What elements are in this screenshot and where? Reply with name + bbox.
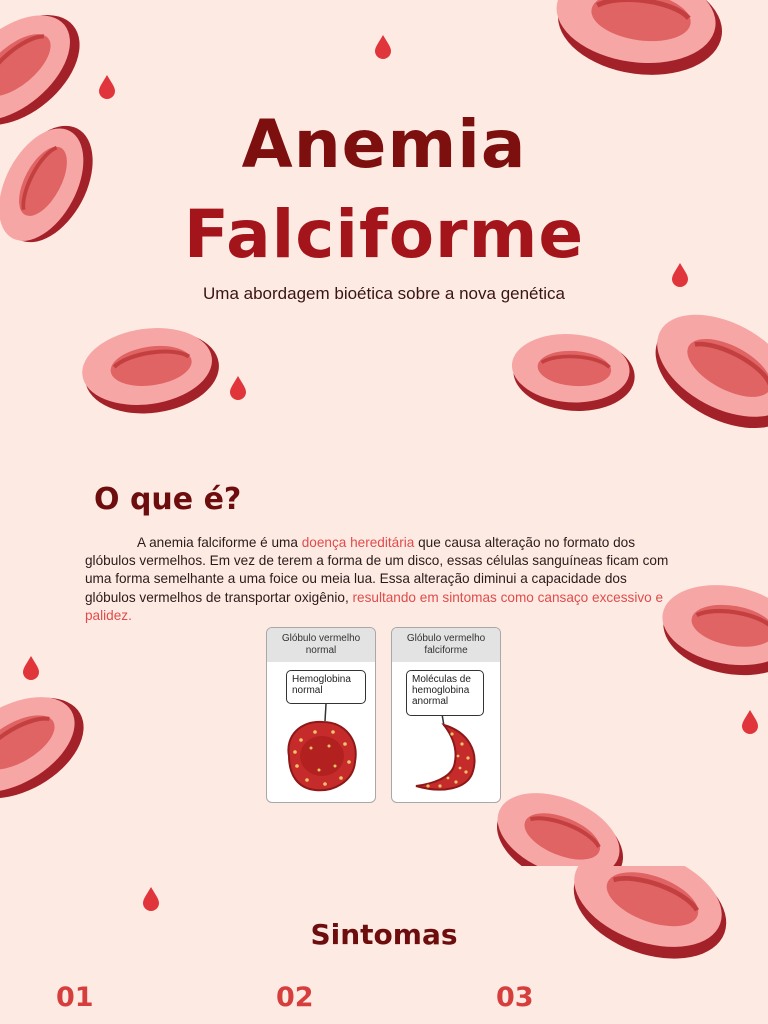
what-is-paragraph	[85, 534, 675, 625]
highlight-hereditary: doença hereditária	[301, 535, 415, 550]
blood-cell-icon	[482, 777, 637, 866]
blood-drop-icon	[23, 656, 39, 680]
symptom-number: 02	[276, 982, 314, 1013]
title-line2: Falciforme	[183, 196, 585, 273]
highlight-symptoms: resultando em sintomas como cansaço excessivo e palidez.	[85, 589, 664, 623]
subtitle: Uma abordagem bioética sobre a nova genética	[203, 284, 565, 303]
blood-drop-icon	[375, 35, 391, 59]
normal-cell-figure	[266, 627, 376, 803]
blood-drop-icon	[99, 75, 115, 99]
paragraph-text: que causa alteração no formato dos glóbulos vermelhos. Em vez de terem a forma de um disco, essas células sanguíneas ficam com uma forma semelhante a uma foice ou meia lua. Essa alteração diminui a capacidade dos glóbulos vermelhos de transportar oxigênio,	[85, 535, 669, 605]
symptoms-section	[0, 866, 768, 1024]
blood-cell-icon	[509, 330, 637, 415]
what-is-heading: O que é?	[94, 482, 242, 517]
symptom-number: 03	[496, 982, 534, 1013]
blood-cell-icon	[635, 294, 768, 432]
blood-drop-icon	[143, 887, 159, 911]
figure-header: Glóbulo vermelho normal	[267, 628, 375, 662]
blood-cell-icon	[77, 319, 224, 422]
hero-section	[0, 0, 768, 432]
blood-drop-icon	[230, 376, 246, 400]
blood-cell-icon	[0, 674, 101, 820]
sickle-cell-figure	[391, 627, 501, 803]
symptoms-heading: Sintomas	[310, 918, 458, 951]
blood-drop-icon	[742, 710, 758, 734]
figure-header: Glóbulo vermelho falciforme	[392, 628, 500, 662]
normal-cell-icon	[267, 628, 376, 803]
blood-cell-icon	[549, 0, 729, 85]
normal-hemoglobin-callout: Hemoglobina normal	[286, 670, 366, 704]
title-line1: Anemia	[241, 106, 527, 183]
what-is-section	[0, 432, 768, 866]
symptom-number: 01	[56, 982, 94, 1013]
abnormal-hemoglobin-callout: Moléculas de hemoglobina anormal	[406, 670, 484, 716]
paragraph-text: A anemia falciforme é uma	[137, 535, 302, 550]
